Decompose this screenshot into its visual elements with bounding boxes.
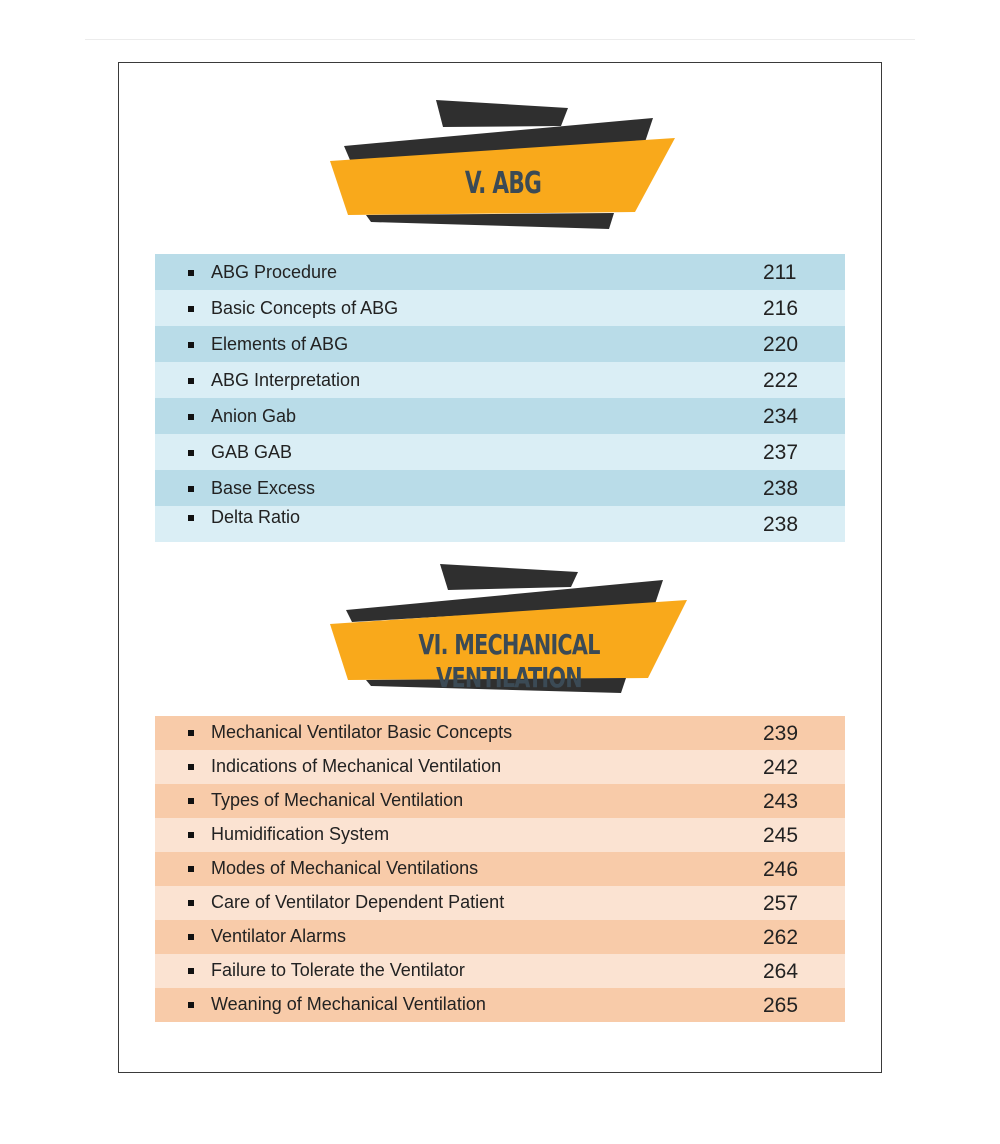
bullet-icon [188, 1002, 194, 1008]
toc-entry-page-number: 238 [763, 513, 799, 536]
toc-entry-label: Humidification System [211, 824, 390, 844]
toc-entry-label: ABG Interpretation [211, 370, 361, 390]
bullet-icon [188, 486, 194, 492]
section-banner-abg [328, 98, 678, 232]
bullet-icon [188, 342, 194, 348]
toc-entry-page-number: 262 [763, 926, 799, 949]
toc-entry [155, 290, 845, 326]
bullet-icon [188, 968, 194, 974]
bullet-icon [188, 306, 194, 312]
toc-entry-label: Indications of Mechanical Ventilation [211, 756, 502, 776]
toc-entry-label: ABG Procedure [211, 262, 338, 282]
toc-entry [155, 434, 845, 470]
toc-entry-label: Delta Ratio [211, 507, 301, 527]
toc-entry-label: Basic Concepts of ABG [211, 298, 399, 318]
bullet-icon [188, 730, 194, 736]
toc-entry-page-number: 211 [763, 261, 797, 284]
toc-entry-label: Anion Gab [211, 406, 297, 426]
section-title: VI. MECHANICAL VENTILATION [418, 628, 600, 694]
top-divider [85, 39, 915, 40]
toc-entry-label: Modes of Mechanical Ventilations [211, 858, 479, 878]
toc-entry-page-number: 242 [763, 756, 799, 779]
bullet-icon [188, 900, 194, 906]
toc-entry [155, 954, 845, 988]
toc-entry-label: Elements of ABG [211, 334, 349, 354]
toc-entry-page-number: 245 [763, 824, 799, 847]
toc-entry-label: Ventilator Alarms [211, 926, 347, 946]
banner-shape [328, 98, 678, 232]
toc-entry [155, 326, 845, 362]
toc-entry-page-number: 216 [763, 297, 799, 320]
toc-entry-label: Care of Ventilator Dependent Patient [211, 892, 505, 912]
toc-entry-label: GAB GAB [211, 442, 293, 462]
bullet-icon [188, 515, 194, 521]
bullet-icon [188, 764, 194, 770]
toc-list-abg [155, 254, 845, 542]
bullet-icon [188, 934, 194, 940]
toc-entry [155, 470, 845, 506]
toc-entry-label: Mechanical Ventilator Basic Concepts [211, 722, 513, 742]
bullet-icon [188, 798, 194, 804]
bullet-icon [188, 414, 194, 420]
toc-entry [155, 362, 845, 398]
toc-entry [155, 750, 845, 784]
toc-entry [155, 886, 845, 920]
toc-entry [155, 506, 845, 542]
section-banner-mechanical-ventilation [330, 562, 688, 696]
toc-entry-page-number: 257 [763, 892, 799, 915]
toc-entry-label: Types of Mechanical Ventilation [211, 790, 464, 810]
toc-entry-page-number: 238 [763, 477, 799, 500]
toc-entry [155, 852, 845, 886]
bullet-icon [188, 832, 194, 838]
bullet-icon [188, 450, 194, 456]
toc-entry-page-number: 222 [763, 369, 799, 392]
toc-entry-page-number: 237 [763, 441, 799, 464]
toc-entry-page-number: 239 [763, 722, 799, 745]
toc-entry [155, 920, 845, 954]
bullet-icon [188, 866, 194, 872]
toc-list-mechanical-ventilation [155, 716, 845, 1022]
toc-entry-page-number: 243 [763, 790, 799, 813]
bullet-icon [188, 378, 194, 384]
toc-entry [155, 398, 845, 434]
toc-entry [155, 988, 845, 1022]
toc-entry-label: Failure to Tolerate the Ventilator [211, 960, 465, 980]
toc-entry [155, 818, 845, 852]
toc-entry [155, 784, 845, 818]
section-title: V. ABG [464, 166, 542, 201]
toc-entry-page-number: 264 [763, 960, 799, 983]
toc-entry-page-number: 234 [763, 405, 799, 428]
toc-entry-label: Base Excess [211, 478, 316, 498]
toc-entry-label: Weaning of Mechanical Ventilation [211, 994, 486, 1014]
toc-entry [155, 254, 845, 290]
bullet-icon [188, 270, 194, 276]
toc-entry-page-number: 246 [763, 858, 799, 881]
toc-entry-page-number: 220 [763, 333, 799, 356]
toc-entry-page-number: 265 [763, 994, 799, 1017]
toc-entry [155, 716, 845, 750]
